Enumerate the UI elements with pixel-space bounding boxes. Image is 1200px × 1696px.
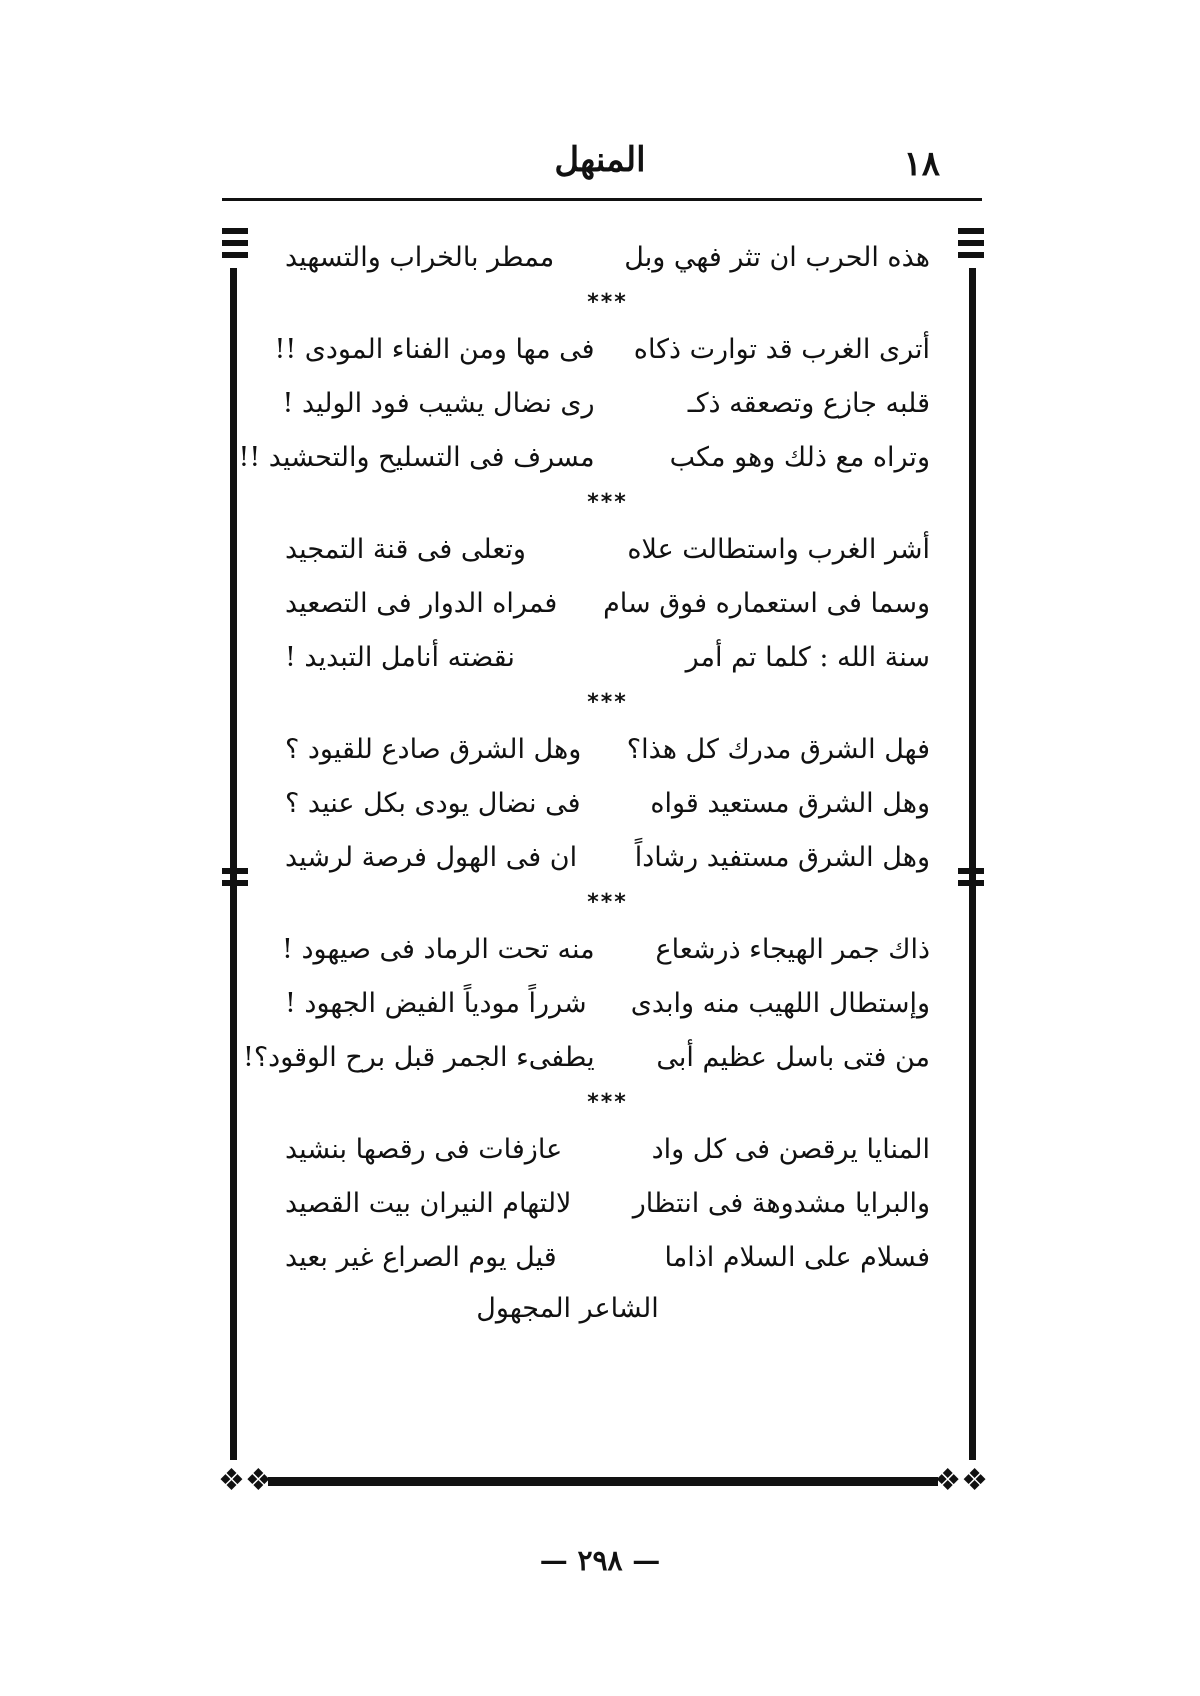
journal-title: المنهل — [554, 140, 646, 180]
verse-second-hemistich: وهل الشرق صادع للقيود ؟ — [285, 733, 582, 765]
frame-bottom-rule — [268, 1477, 938, 1486]
verse-second-hemistich: وتعلى فى قنة التمجيد — [285, 533, 526, 565]
verse — [285, 576, 930, 630]
verse-first-hemistich: المنايا يرقصن فى كل واد — [651, 1133, 930, 1165]
verse-second-hemistich: فى نضال يودى بكل عنيد ؟ — [285, 787, 581, 819]
page-header — [220, 130, 980, 190]
frame-notch — [222, 880, 248, 886]
stanza-separator: *** — [587, 890, 628, 915]
verse-first-hemistich: سنة الله : كلما تم أمر — [685, 641, 930, 673]
frame-notch — [958, 228, 984, 234]
verse-second-hemistich: لالتهام النيران بيت القصيد — [285, 1187, 572, 1219]
frame-notch — [222, 868, 248, 874]
verse — [285, 1176, 930, 1230]
verse-second-hemistich: يطفىء الجمر قبل برح الوقود؟! — [243, 1041, 595, 1073]
verse-second-hemistich: نقضته أنامل التبديد ! — [285, 641, 515, 673]
verse-first-hemistich: من فتى باسل عظيم أبى — [656, 1041, 930, 1073]
verse-first-hemistich: وهل الشرق مستعيد قواه — [650, 787, 930, 819]
verse — [285, 522, 930, 576]
verse — [243, 1030, 930, 1084]
verse — [285, 722, 930, 776]
verse-second-hemistich: ان فى الهول فرصة لرشيد — [285, 841, 578, 873]
verse-second-hemistich: عازفات فى رقصها بنشيد — [285, 1133, 563, 1165]
verse-first-hemistich: وسما فى استعماره فوق سام — [603, 587, 930, 619]
frame-notch — [222, 252, 248, 258]
verse-first-hemistich: وإستطال اللهيب منه وابدى — [630, 987, 930, 1019]
verse-first-hemistich: أترى الغرب قد توارت ذكاه — [633, 333, 930, 365]
verse — [274, 322, 930, 376]
frame-right-rule — [969, 268, 976, 1460]
frame-notch — [222, 240, 248, 246]
verse — [285, 776, 930, 830]
verse-first-hemistich: فهل الشرق مدرك كل هذا؟ — [626, 733, 930, 765]
stanza-separator: *** — [587, 1090, 628, 1115]
frame-notch — [958, 252, 984, 258]
poet-signature: الشاعر المجهول — [476, 1293, 659, 1324]
verse-first-hemistich: هذه الحرب ان تثر فهي وبل — [624, 241, 930, 273]
corner-ornament-icon: ❖❖ — [934, 1463, 988, 1498]
verse — [238, 430, 930, 484]
stanza-separator: *** — [587, 490, 628, 515]
verse-first-hemistich: وتراه مع ذلك وهو مكب — [669, 441, 930, 473]
header-rule — [222, 198, 982, 201]
frame-notch — [958, 880, 984, 886]
verse-second-hemistich: شرراً مودياً الفيض الجهود ! — [285, 987, 587, 1019]
verse-first-hemistich: ذاك جمر الهيجاء ذرشعاع — [655, 933, 930, 965]
verse-second-hemistich: ممطر بالخراب والتسهيد — [285, 241, 555, 273]
verse-second-hemistich: رى نضال يشيب فود الوليد ! — [282, 387, 595, 419]
verse-second-hemistich: مسرف فى التسليح والتحشيد !! — [238, 441, 595, 473]
header-page-number: ١٨ — [903, 144, 940, 184]
frame-notch — [222, 228, 248, 234]
frame-left-rule — [230, 268, 237, 1460]
verse-first-hemistich: أشر الغرب واستطالت علاه — [627, 533, 930, 565]
verse — [282, 922, 930, 976]
verse — [285, 1122, 930, 1176]
verse-second-hemistich: قيل يوم الصراع غير بعيد — [285, 1241, 557, 1273]
verse-first-hemistich: وهل الشرق مستفيد رشاداً — [634, 841, 930, 873]
corner-ornament-icon: ❖❖ — [218, 1463, 272, 1498]
stanza-separator: *** — [587, 690, 628, 715]
verse — [282, 376, 930, 430]
verse-second-hemistich: منه تحت الرماد فى صيهود ! — [282, 933, 595, 965]
frame-notch — [958, 240, 984, 246]
verse-first-hemistich: قلبه جازع وتصعقه ذكـ — [687, 387, 930, 419]
stanza-separator: *** — [587, 290, 628, 315]
verse — [285, 976, 930, 1030]
verse — [285, 630, 930, 684]
verse-second-hemistich: فمراه الدوار فى التصعيد — [285, 587, 558, 619]
verse — [285, 1230, 930, 1284]
verse-first-hemistich: والبرايا مشدوهة فى انتظار — [632, 1187, 930, 1219]
footer-page-number: — ٢٩٨ — — [539, 1544, 661, 1577]
verse-first-hemistich: فسلام على السلام اذاما — [664, 1241, 930, 1273]
verse — [285, 830, 930, 884]
poem-body — [238, 230, 930, 1334]
verse — [285, 230, 930, 284]
frame-notch — [958, 868, 984, 874]
verse-second-hemistich: فى مها ومن الفناء المودى !! — [274, 333, 595, 365]
